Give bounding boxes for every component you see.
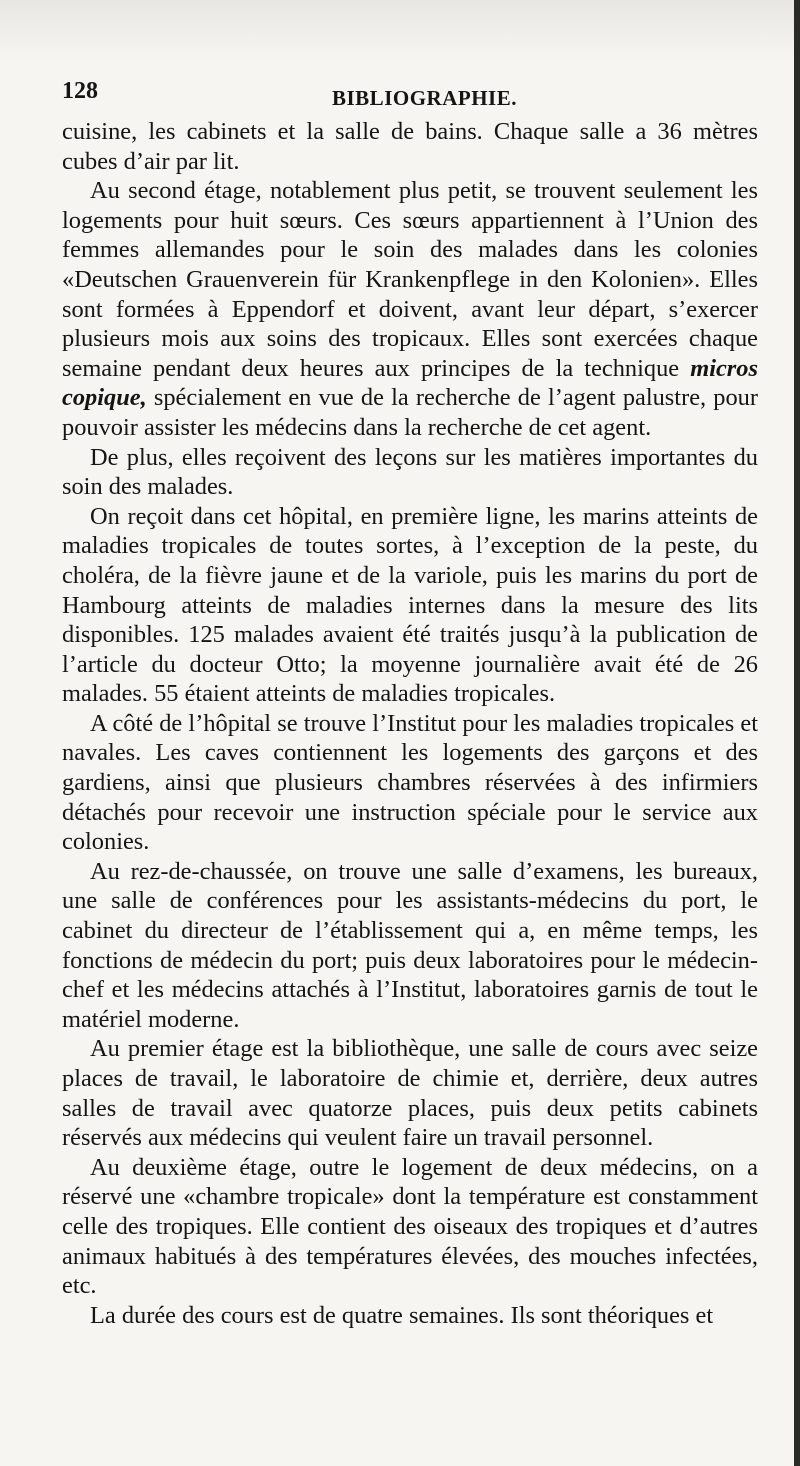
paragraph-3: De plus, elles reçoivent des leçons sur les matières importantes du soin des malades. xyxy=(62,443,758,501)
paragraph-2 xyxy=(62,176,758,442)
body-text xyxy=(62,117,758,1330)
paragraph-7: Au premier étage est la bibliothèque, une salle de cours avec seize places de travail, le laboratoire de chimie et, derrière, deux autres salles de travail avec quatorze places, puis deux petits cabinets réservés aux médecins qui veulent faire un travail personnel. xyxy=(62,1035,758,1152)
page-header xyxy=(62,78,758,118)
paragraph-2-after: spécialement en vue de la recherche de l’agent palustre, pour pouvoir assister les médecins dans la recherche de cet agent. xyxy=(62,384,758,441)
running-head: BIBLIOGRAPHIE. xyxy=(332,86,517,110)
paragraph-1: cuisine, les cabinets et la salle de bains. Chaque salle a 36 mètres cubes d’air par lit. xyxy=(62,118,758,175)
paragraph-4: On reçoit dans cet hôpital, en première ligne, les marins atteints de maladies tropicales de toutes sortes, à l’exception de la peste, du choléra, de la fièvre jaune et de la variole, puis les marins du port de Hambourg atteints de maladies internes dans la mesure des lits disponibles. 125 malades avaient été traités jusqu’à la publication de l’article du docteur Otto; la moyenne journalière avait été de 26 malades. 55 étaient atteints de maladies tropicales. xyxy=(62,502,758,708)
page-edge xyxy=(794,0,800,1466)
paragraph-5: A côté de l’hôpital se trouve l’Institut pour les maladies tropicales et navales. Les caves contiennent les logements des garçons et des gardiens, ainsi que plusieurs chambres réservées à des infirmiers détachés pour recevoir une instruction spéciale pour le service aux colonies. xyxy=(62,709,758,856)
paragraph-6: Au rez-de-chaussée, on trouve une salle d’examens, les bureaux, une salle de conférences pour les assistants-médecins du port, le cabinet du directeur de l’établissement qui a, en même temps, les fonctions de médecin du port; puis deux laboratoires pour le médecin-chef et les médecins attachés à l’Institut, laboratoires garnis de tout le matériel moderne. xyxy=(62,857,758,1033)
paragraph-8: Au deuxième étage, outre le logement de deux médecins, on a réservé une «chambre tropicale» dont la température est constamment celle des tropiques. Elle contient des oiseaux des tropiques et d’autres animaux habitués à des températures élevées, des mouches infectées, etc. xyxy=(62,1153,758,1300)
paragraph-2-italic: micros copique, xyxy=(62,354,758,412)
paragraph-2-text: Au second étage, notablement plus petit, se trouvent seulement les logements pour huit sœurs. Ces sœurs appartiennent à l’Union des femmes allemandes pour le soin des malades dans les colonies «Deutschen Grauenverein für Krankenpflege in den Kolonien». Elles sont formées à Eppendorf et doivent, avant leur départ, s’exercer plusieurs mois aux soins des tropicaux. Elles sont exercées chaque semaine pendant deux heures aux principes de la technique xyxy=(62,177,758,382)
page-number: 128 xyxy=(62,78,98,104)
paragraph-9: La durée des cours est de quatre semaines. Ils sont théoriques et xyxy=(90,1301,714,1329)
